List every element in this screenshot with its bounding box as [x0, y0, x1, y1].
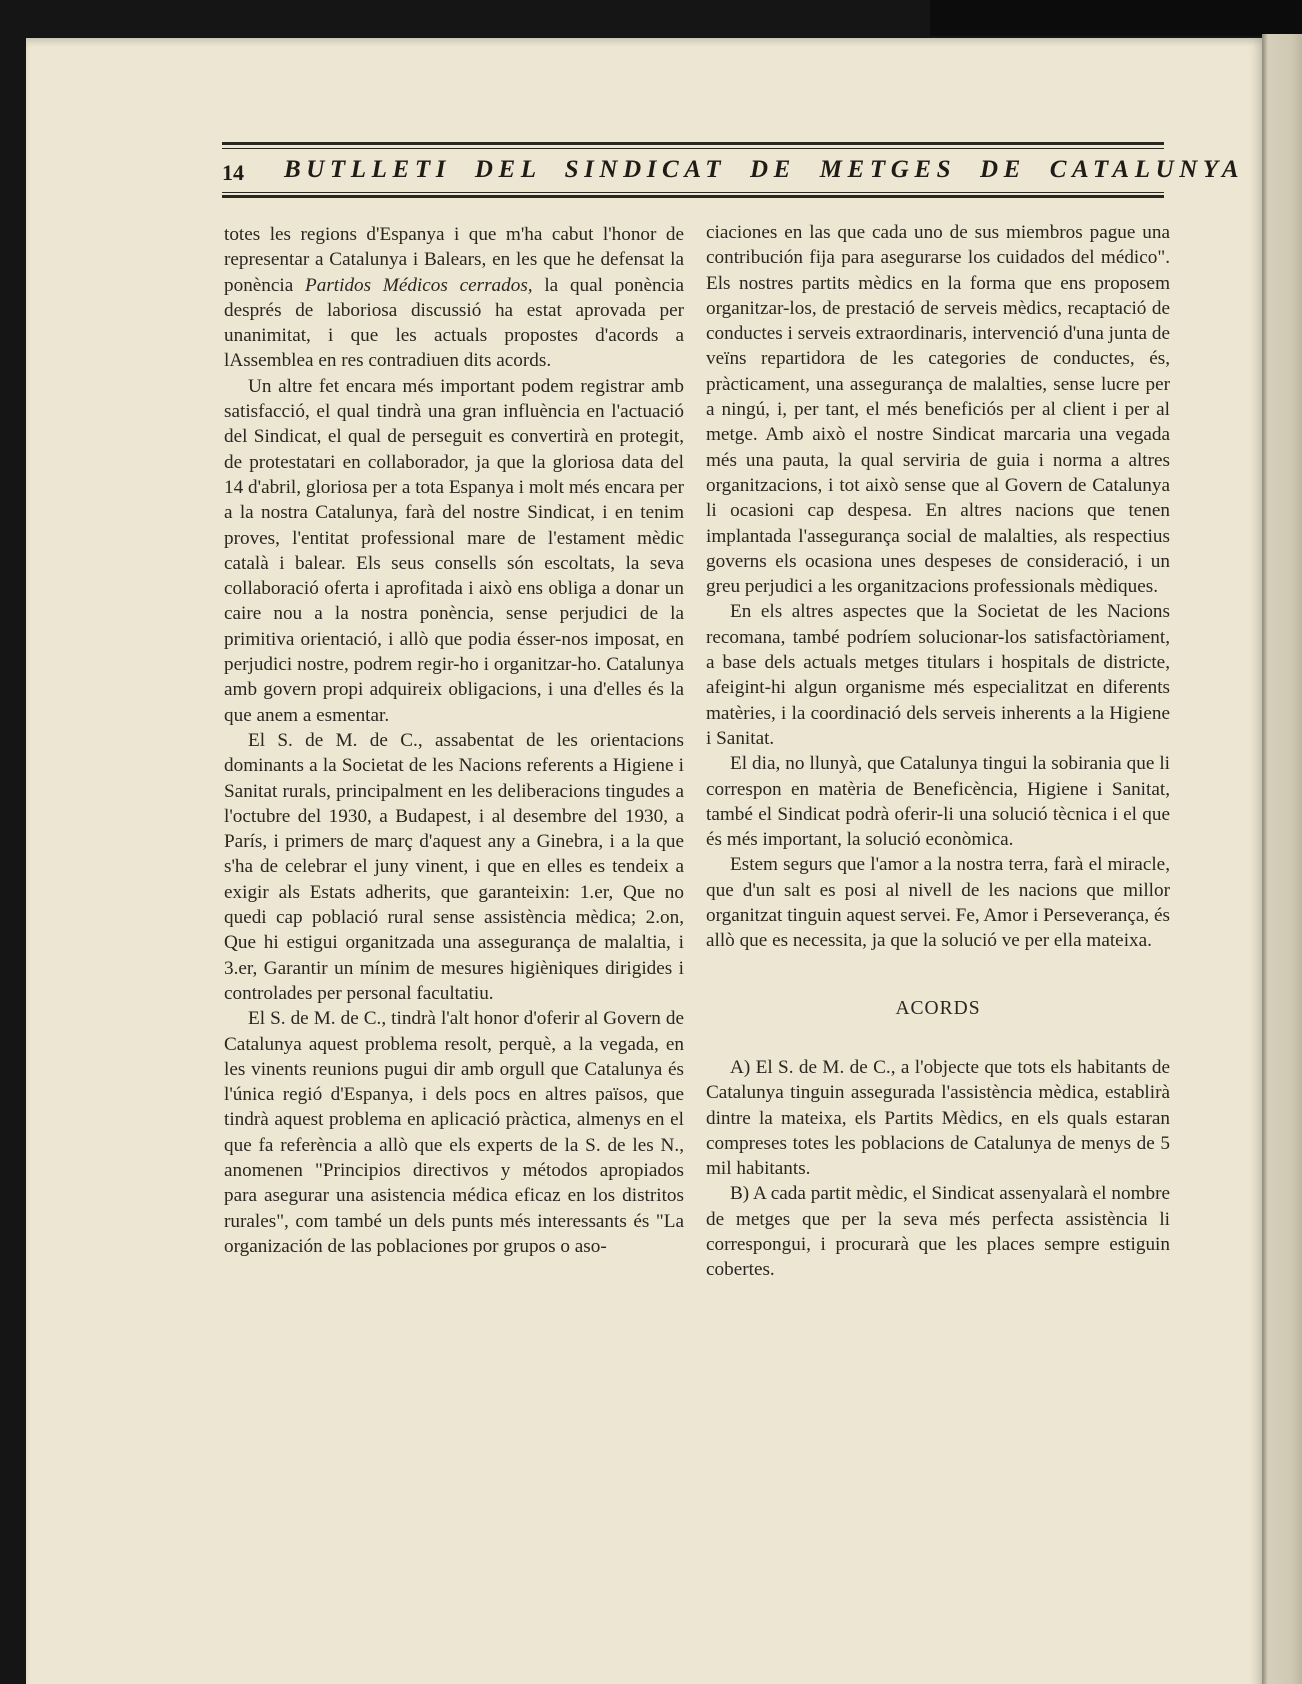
paragraph: Un altre fet encara més important podem registrar amb satisfacció, el qual tindrà una gran influència en l'actuació del Sindicat, el qual de perseguit es convertirà en protegit, de protestatari en collaborador, ja que la gloriosa data del 14 d'abril, gloriosa per a tota Espanya i molt més encara per a la nostra Catalunya, farà del nostre Sindicat, i en tenim proves, l'entitat professional mare de l'estament mèdic català i balear. Els seus consells són escoltats, la seva collaboració oferta i aprofitada i això ens obliga a donar un caire nou a la nostra ponència, sense perjudici de la primitiva orientació, i allò que podia ésser-nos imposat, en perjudici nostre, podrem regir-ho i organitzar-ho. Catalunya amb govern propi adquireix obligacions, i una d'elles és la que anem a esmentar. [224, 375, 684, 726]
agreement-item: B) A cada partit mèdic, el Sindicat assenyalarà el nombre de metges que per la seva més perfecta assistència li correspongui, i procurarà que les places sempre estiguin cobertes. [706, 1183, 1170, 1281]
header-rule-bottom [222, 195, 1164, 198]
paragraph: El S. de M. de C., tindrà l'alt honor d'oferir al Govern de Catalunya aquest problema resolt, perquè, a la vegada, en les vinents reunions pugui dir amb orgull que Catalunya és l'única regió d'Espanya, i dels pocs en altres països, que tindrà aquest problema en aplicació pràctica, almenys en el que fa referència a allò que els experts de la S. de les N., anomenen "Principios directivos y métodos apropiados para asegurar una asistencia médica eficaz en los distritos rurales", com també un dels punts més interessants és "La organización de las poblaciones por grupos o aso- [224, 1008, 684, 1257]
agreement-item: A) El S. de M. de C., a l'objecte que tots els habitants de Catalunya tinguin assegurada l'assistència mèdica, establirà dintre la mateixa, els Partits Mèdics, en els quals estaran compreses totes les poblacions de Catalunya de menys de 5 mil habitants. [706, 1056, 1170, 1180]
paragraph: Estem segurs que l'amor a la nostra terra, farà el miracle, que d'un salt es posi al nivell de les nacions que millor organitzat tinguin aquest servei. Fe, Amor i Perseverança, és allò que es necessita, ja que la solució ve per ella mateixa. [706, 854, 1170, 952]
next-page-edge [1262, 34, 1302, 1684]
scan-background-corner [930, 0, 1302, 36]
running-title: BUTLLETI DEL SINDICAT DE METGES DE CATALUNYA [284, 156, 1245, 183]
left-column [224, 222, 684, 1259]
section-heading: ACORDS [895, 997, 981, 1019]
running-header [222, 142, 1245, 202]
italic-title: Partidos Médicos cerrados, [305, 274, 533, 296]
paragraph: ciaciones en las que cada uno de sus miembros pague una contribución fija para asegurarse los cuidados del médico". Els nostres partits mèdics en la forma que ens proposem organitzar-los, de prestació de serveis mèdics, recaptació de conductes i serveis extraordinaris, intervenció d'una junta de veïns repartidora de les categories de conductes, és, pràcticament, una assegurança de malalties, sense lucre per a ningú, i, per tant, el més beneficiós per al client i per al metge. Amb això el nostre Sindicat marcaria una vegada més una pauta, la qual serviria de guia i norma a altres organitzacions, i tot això sense que al Govern de Catalunya li ocasioni cap despesa. En altres nacions que tenen implantada l'assegurança social de malalties, als respectius governs els ocasiona unes despeses de consideració, i un greu perjudici a les organitzacions professionals mèdiques. [706, 222, 1170, 598]
header-rule-top-thin [222, 148, 1164, 149]
right-column [706, 220, 1170, 1283]
header-rule-top [222, 142, 1164, 145]
paragraph: El dia, no llunyà, que Catalunya tingui la sobirania que li correspon en matèria de Beneficència, Higiene i Sanitat, també el Sindicat podrà oferir-li una solució tècnica i el que és més important, la solució econòmica. [706, 753, 1170, 851]
paragraph: En els altres aspectes que la Societat de les Nacions recomana, també podríem solucionar-los satisfactòriament, a base dels actuals metges titulars i hospitals de districte, afeigint-hi algun organisme més especialitzat en diferents matèries, i la coordinació dels serveis inherents a la Higiene i Sanitat. [706, 601, 1170, 749]
paragraph: El S. de M. de C., assabentat de les orientacions dominants a la Societat de les Nacions referents a Higiene i Sanitat rurals, principalment en les deliberacions tingudes a l'octubre del 1930, a Budapest, i al desembre del 1930, a París, i primers de març d'aquest any a Ginebra, i a la que s'ha de celebrar el juny vinent, i que en elles es tendeix a exigir als Estats adherits, que garanteixin: 1.er, Que no quedi cap població rural sense assistència mèdica; 2.on, Que hi estigui organitzada una assegurança de malaltia, i 3.er, Garantir un mínim de mesures higièniques dirigides i controlades per personal facultatiu. [224, 729, 684, 1004]
paragraph-text: la qual ponència després de laboriosa discussió ha estat aprovada per unanimitat, i que les actuals propostes d'acords a lAssemblea en res contradiuen dits acords. [224, 274, 684, 372]
paragraph [224, 222, 684, 374]
page-number: 14 [222, 160, 244, 185]
paragraph-text: totes les regions d'Espanya i que m'ha cabut l'honor de representar a Catalunya i Balears, en les que he defensat la ponència [224, 224, 684, 296]
header-rule-bottom-thin [222, 192, 1164, 193]
